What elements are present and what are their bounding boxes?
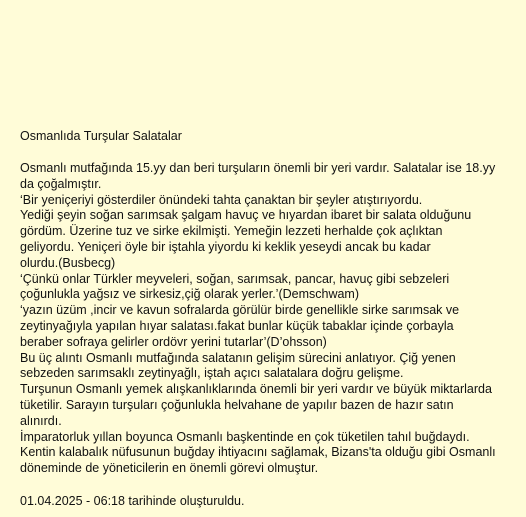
body-line: geliyordu. Yeniçeri öyle bir iştahla yiyordu ki keklik yeseydi ancak bu kadar [20,239,431,254]
body-line: beraber sofraya gelirler ordövr yerini tutarlar’(D’ohsson) [20,334,327,349]
body-line: olurdu.(Busbecg) [20,255,116,270]
body-line: Osmanlı mutfağında 15.yy dan beri turşuların önemli bir yeri vardır. Salatalar ise 18.yy [20,161,496,175]
body-line: döneminde de yöneticilerin en önemli görevi olmuştur. [20,461,319,476]
body-line: sebzeden sarımsaklı zeytinyağlı, iştah açıcı salatalara doğru gelişme. [20,366,404,381]
body-line: ‘Bir yeniçeriyi gösterdiler önündeki tahta çanaktan bir şeyler atıştırıyordu. [20,192,423,207]
body-line: zeytinyağıyla yapılan hıyar salatası.fakat bunlar küçük tabaklar içinde çorbayla [20,318,454,333]
body-line: çoğunlukla yağsız ve sirkesiz,çiğ olarak yerler.’(Demschwam) [20,287,360,302]
body-line: Turşunun Osmanlı yemek alışkanlıklarında önemli bir yeri vardır ve büyük miktarlarda [20,382,492,397]
article-title: Osmanlıda Turşular Salatalar [20,129,182,143]
body-line: İmparatorluk yıllan boyunca Osmanlı başkentinde en çok tüketilen tahıl buğdaydı. [20,429,470,444]
body-line: tüketilir. Sarayın turşuları çoğunlukla helvahane de yapılır bazen de hazır satın [20,397,454,412]
body-line: ‘yazın üzüm ,incir ve kavun sofralarda görülür birde genellikle sirke sarımsak ve [20,303,460,318]
creation-timestamp: 01.04.2025 - 06:18 tarihinde oluşturuldu. [20,493,245,508]
body-line: ‘Çünkü onlar Türkler meyveleri, soğan, sarımsak, pancar, havuç gibi sebzeleri [20,271,450,286]
body-line: Kentin kalabalık nüfusunun buğday ihtiyacını sağlamak, Bizans'ta olduğu gibi Osmanlı [20,445,496,460]
article-body [20,161,502,477]
body-line: alınırdı. [20,413,62,428]
body-line: gördüm. Üzerine tuz ve sirke ekilmişti. Yemeğin lezzeti herhalde çok açlıktan [20,224,443,239]
body-line: Bu üç alıntı Osmanlı mutfağında salatanın gelişim sürecini anlatıyor. Çiğ yenen [20,350,456,365]
article [20,128,502,509]
body-line: Yediği şeyin soğan sarımsak şalgam havuç ve hıyardan ibaret bir salata olduğunu [20,208,472,223]
body-line: da çoğalmıştır. [20,176,102,191]
